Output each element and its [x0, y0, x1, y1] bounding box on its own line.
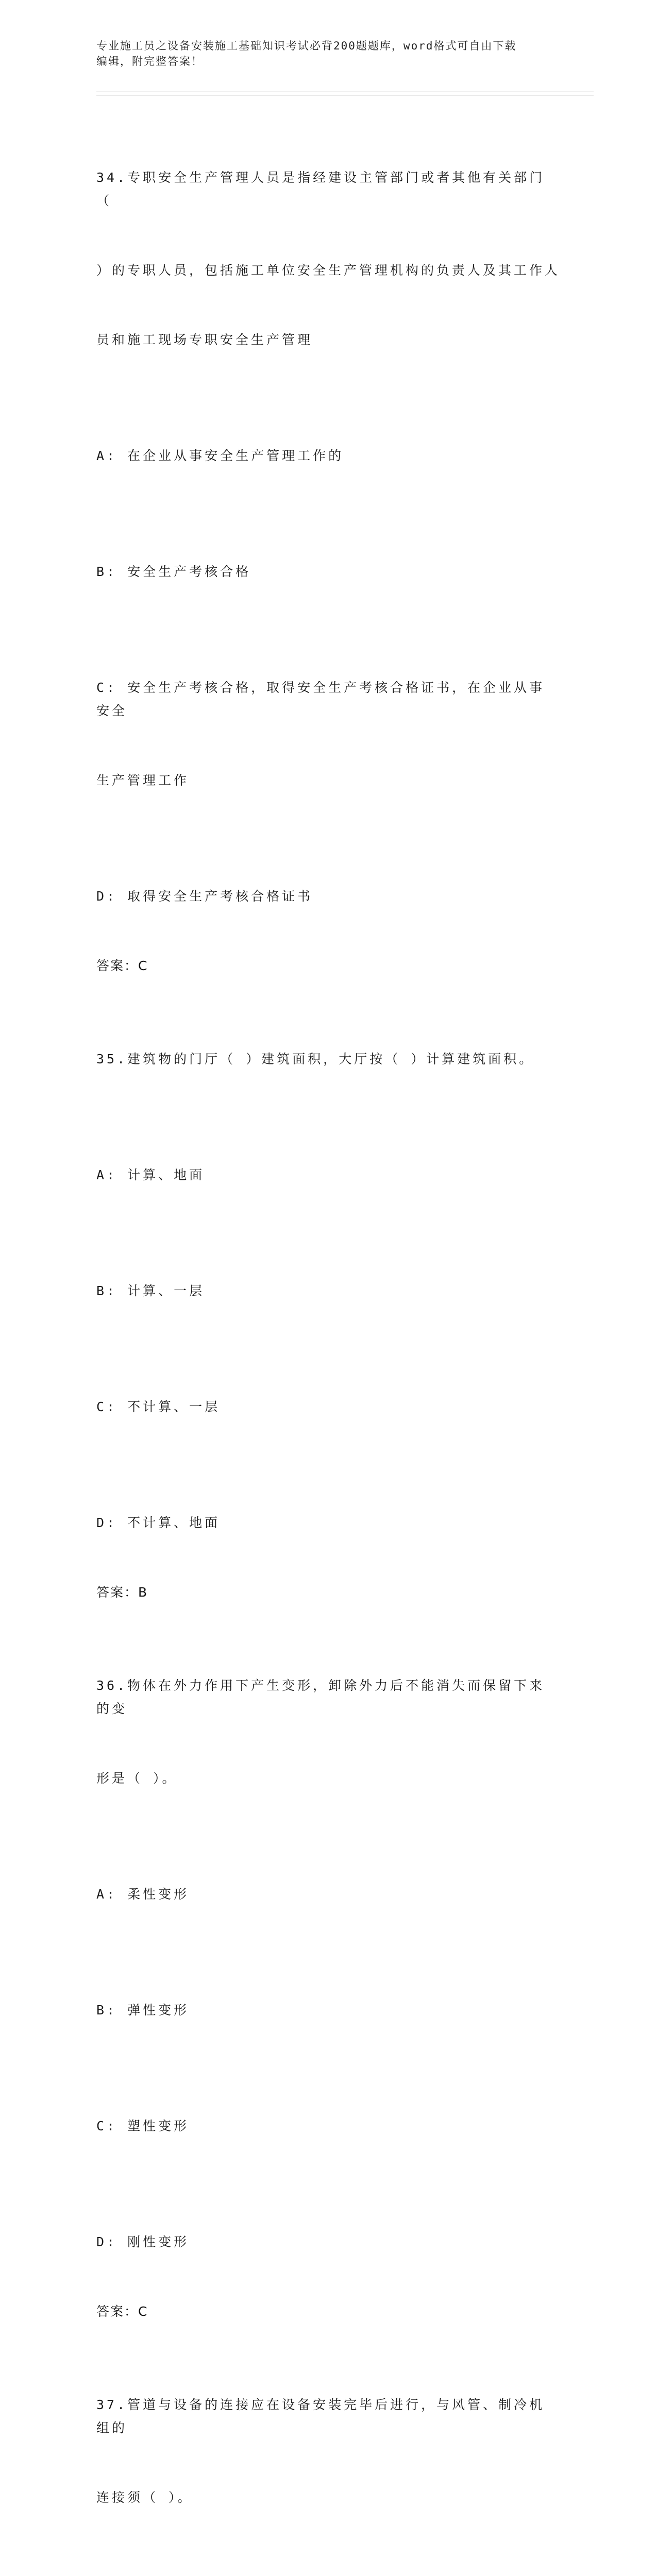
option-b	[96, 514, 560, 630]
answer-label: 答案：	[96, 958, 139, 973]
option-text: A: 柔性变形	[96, 1887, 190, 1902]
stem-line: 35.建筑物的门厅（ ）建筑面积，大厅按（ ）计算建筑面积。	[96, 1052, 535, 1066]
stem-line: 36.物体在外力作用下产生变形，卸除外力后不能消失而保留下来的变	[96, 1678, 545, 1716]
option-b	[96, 1233, 560, 1349]
stem-line: 34.专职安全生产管理人员是指经建设主管部门或者其他有关部门（	[96, 170, 545, 208]
question-35	[96, 1001, 560, 1604]
stem-line: 37.管道与设备的连接应在设备安装完毕后进行，与风管、制冷机组的	[96, 2397, 545, 2435]
answer-line	[96, 954, 560, 977]
header-double-rule	[96, 92, 594, 95]
question-37	[96, 2347, 560, 2555]
option-d	[96, 2184, 560, 2300]
option-d	[96, 1465, 560, 1581]
option-text: B: 弹性变形	[96, 2003, 190, 2018]
option-text: C: 塑性变形	[96, 2119, 190, 2133]
answer-label: 答案：	[96, 1585, 139, 1600]
stem-line: 形是（ ）。	[96, 1771, 178, 1786]
header-line-2: 编辑，附完整答案！	[96, 55, 203, 67]
option-c	[96, 1349, 560, 1465]
option-text: C: 安全生产考核合格，取得安全生产考核合格证书，在企业从事安全	[96, 680, 545, 718]
header-line-1: 专业施工员之设备安装施工基础知识考试必背200题题库，word格式可自由下载	[96, 40, 517, 52]
option-a	[96, 398, 560, 514]
stem-line: 连接须（ ）。	[96, 2490, 193, 2505]
question-stem	[96, 2347, 560, 2555]
answer-label: 答案：	[96, 2304, 139, 2319]
option-text: B: 安全生产考核合格	[96, 564, 251, 579]
question-stem	[96, 120, 560, 398]
answer-line	[96, 2300, 560, 2323]
option-text: A: 在企业从事安全生产管理工作的	[96, 448, 344, 463]
option-c	[96, 2068, 560, 2184]
question-list	[96, 120, 560, 2576]
stem-line: ）的专职人员，包括施工单位安全生产管理机构的负责人及其工作人	[96, 263, 561, 278]
option-text: A: 计算、地面	[96, 1167, 205, 1182]
option-c	[96, 630, 560, 838]
option-d	[96, 838, 560, 954]
option-text: B: 计算、一层	[96, 1283, 205, 1298]
stem-line: 员和施工现场专职安全生产管理	[96, 332, 313, 347]
option-text-continued: 生产管理工作	[96, 773, 190, 788]
answer-line	[96, 1581, 560, 1604]
option-a	[96, 1117, 560, 1233]
answer-value: C	[138, 958, 148, 973]
question-stem	[96, 1001, 560, 1117]
option-a	[96, 1836, 560, 1952]
option-text: D: 刚性变形	[96, 2234, 190, 2249]
document-header	[96, 38, 550, 69]
answer-value: C	[138, 2304, 148, 2319]
option-text: D: 不计算、地面	[96, 1515, 221, 1530]
option-text: D: 取得安全生产考核合格证书	[96, 889, 313, 904]
question-36	[96, 1628, 560, 2323]
answer-value: B	[138, 1585, 148, 1600]
question-stem	[96, 1628, 560, 1836]
option-b	[96, 1952, 560, 2068]
question-34	[96, 120, 560, 977]
option-text: C: 不计算、一层	[96, 1399, 221, 1414]
